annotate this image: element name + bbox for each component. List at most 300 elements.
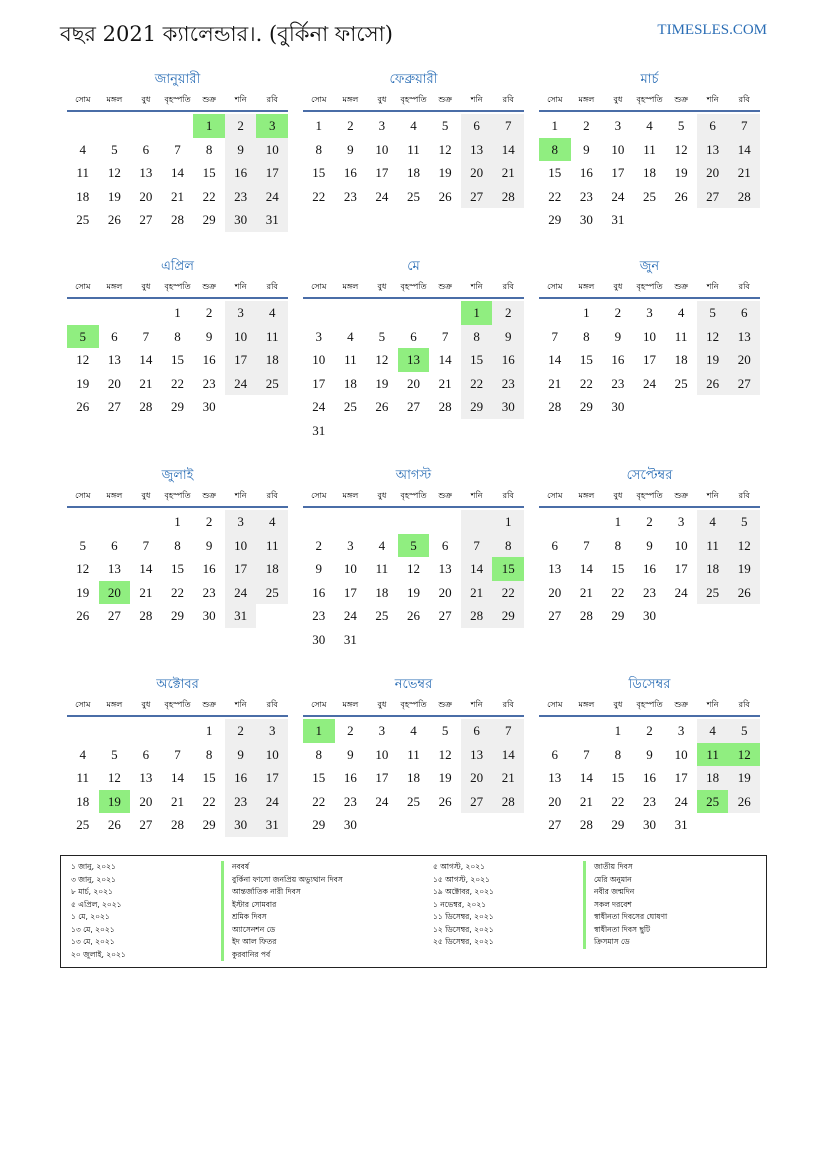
day-cell — [728, 208, 760, 232]
day-cell — [492, 628, 524, 652]
day-cell — [67, 510, 99, 534]
weekday-label: শনি — [234, 95, 247, 104]
weekday-label: বৃহস্পতি — [164, 95, 191, 104]
day-cell: 12 — [438, 141, 452, 157]
holiday-date: ১২ ডিসেম্বর, ২০২১ — [433, 924, 494, 934]
holiday-item — [433, 924, 667, 937]
day-cell: 8 — [583, 328, 590, 344]
day-cell — [303, 301, 335, 325]
day-grid — [539, 510, 760, 628]
holiday-name: নবীর জন্মদিন — [594, 887, 635, 896]
day-cell: 4 — [347, 328, 354, 344]
weekday-label: বুধ — [141, 95, 151, 104]
day-cell — [461, 628, 493, 652]
weekday-label: শনি — [706, 95, 719, 104]
day-cell — [697, 604, 729, 628]
day-cell: 14 — [139, 561, 153, 576]
weekday-label: মঙ্গল — [578, 491, 595, 500]
holiday-date: ১৩ মে, ২০২১ — [71, 937, 115, 946]
day-cell: 20 — [461, 161, 493, 185]
day-cell: 30 — [202, 399, 216, 414]
day-cell: 12 — [375, 352, 389, 367]
holiday-day-cell: 12 — [728, 743, 760, 767]
holiday-item — [71, 899, 343, 912]
holiday-day-cell: 3 — [256, 114, 288, 138]
day-grid — [539, 114, 760, 232]
weekday-label: শনি — [706, 700, 719, 709]
day-cell: 3 — [225, 301, 257, 325]
weekday-label: সোম — [547, 700, 563, 709]
holiday-legend — [60, 855, 767, 968]
day-cell: 23 — [202, 584, 216, 600]
weekday-header — [539, 277, 760, 299]
day-cell: 18 — [76, 188, 90, 204]
day-cell: 11 — [344, 352, 357, 367]
day-cell: 21 — [492, 161, 524, 185]
day-cell: 18 — [406, 165, 420, 180]
day-cell: 15 — [548, 165, 562, 180]
holiday-marker — [221, 874, 224, 887]
holiday-marker — [221, 861, 224, 874]
holiday-list-left — [71, 861, 343, 961]
weekday-label: রবি — [502, 700, 514, 709]
weekday-label: বৃহস্পতি — [164, 491, 191, 500]
day-cell: 18 — [697, 557, 729, 581]
day-cell: 28 — [461, 604, 493, 628]
day-cell: 15 — [579, 352, 593, 367]
day-grid — [539, 719, 760, 837]
day-cell: 5 — [441, 118, 449, 133]
weekday-label: রবি — [502, 491, 514, 500]
day-grid — [67, 719, 288, 837]
day-cell: 13 — [438, 561, 452, 576]
holiday-marker — [221, 949, 224, 962]
day-cell: 24 — [674, 793, 688, 809]
day-cell: 23 — [312, 608, 326, 623]
day-cell: 14 — [492, 138, 524, 162]
day-cell: 17 — [375, 165, 389, 180]
day-cell: 13 — [107, 352, 121, 367]
day-cell: 8 — [614, 537, 622, 553]
day-cell: 14 — [548, 352, 562, 367]
month-name: নভেম্বর — [394, 677, 433, 692]
day-cell: 29 — [170, 399, 184, 414]
day-cell — [429, 419, 461, 443]
weekday-label: রবি — [738, 95, 750, 104]
weekday-header — [539, 486, 760, 508]
day-cell: 10 — [674, 537, 688, 553]
weekday-header — [67, 486, 288, 508]
day-cell: 24 — [312, 399, 326, 414]
day-cell: 28 — [579, 608, 593, 623]
day-cell: 7 — [492, 719, 524, 743]
weekday-label: মঙ্গল — [578, 700, 595, 709]
day-grid — [303, 114, 524, 208]
day-grid — [303, 719, 524, 837]
day-cell — [398, 510, 430, 534]
day-cell: 28 — [438, 399, 452, 414]
holiday-item — [71, 949, 343, 962]
day-cell: 26 — [438, 793, 452, 809]
day-cell: 31 — [225, 604, 257, 628]
holiday-day-cell: 15 — [492, 557, 524, 581]
day-cell: 20 — [461, 766, 493, 790]
day-cell: 20 — [728, 348, 760, 372]
weekday-label: শনি — [470, 700, 483, 709]
day-cell: 9 — [225, 138, 257, 162]
holiday-date: ১ নভেম্বর, ২০২১ — [433, 899, 487, 909]
month-2 — [303, 70, 524, 208]
day-cell: 21 — [579, 793, 593, 809]
day-cell: 3 — [347, 537, 354, 553]
day-cell: 14 — [728, 138, 760, 162]
day-cell: 27 — [139, 817, 153, 832]
weekday-label: বৃহস্পতি — [164, 700, 191, 709]
weekday-label: মঙ্গল — [342, 700, 359, 709]
day-cell: 11 — [674, 328, 688, 344]
day-cell: 1 — [614, 514, 622, 529]
day-cell: 10 — [674, 746, 688, 762]
day-cell: 6 — [410, 328, 417, 344]
day-cell: 27 — [438, 608, 452, 623]
day-cell: 21 — [438, 375, 452, 391]
day-cell — [162, 719, 194, 743]
weekday-label: বৃহস্পতি — [636, 282, 663, 291]
weekday-label: রবি — [738, 282, 750, 291]
day-cell — [67, 719, 99, 743]
day-cell: 25 — [256, 372, 288, 396]
weekday-label: সোম — [75, 95, 91, 104]
day-cell: 2 — [225, 719, 257, 743]
day-cell: 19 — [697, 348, 729, 372]
day-cell: 19 — [438, 165, 452, 180]
day-cell: 16 — [611, 352, 625, 367]
day-cell: 22 — [548, 188, 562, 204]
day-cell: 17 — [225, 348, 257, 372]
day-cell — [99, 719, 131, 743]
day-cell: 15 — [461, 348, 493, 372]
day-cell: 22 — [202, 188, 216, 204]
holiday-date: ১৩ মে, ২০২১ — [71, 924, 115, 934]
day-cell: 12 — [674, 141, 688, 157]
holiday-day-cell: 1 — [303, 719, 335, 743]
day-cell — [303, 510, 335, 534]
day-cell: 14 — [461, 557, 493, 581]
weekday-label: বৃহস্পতি — [636, 491, 663, 500]
day-cell: 5 — [697, 301, 729, 325]
weekday-label: বৃহস্পতি — [400, 491, 427, 500]
day-cell: 19 — [674, 165, 688, 180]
day-cell: 5 — [111, 746, 118, 762]
day-cell: 30 — [492, 395, 524, 419]
day-cell — [634, 395, 666, 419]
holiday-marker — [221, 924, 224, 937]
day-cell: 23 — [343, 793, 357, 809]
holiday-date: ৫ এপ্রিল, ২০২১ — [71, 899, 122, 909]
day-cell: 21 — [139, 584, 153, 600]
weekday-label: বৃহস্পতি — [636, 95, 663, 104]
holiday-day-cell: 20 — [99, 581, 131, 605]
day-cell: 10 — [225, 534, 257, 558]
day-cell: 15 — [312, 770, 326, 785]
day-cell: 25 — [256, 581, 288, 605]
weekday-label: মঙ্গল — [578, 95, 595, 104]
day-cell: 16 — [579, 165, 593, 180]
weekday-label: শনি — [470, 282, 483, 291]
weekday-label: শনি — [470, 95, 483, 104]
weekday-label: শুক্র — [674, 491, 688, 500]
weekday-label: শনি — [470, 491, 483, 500]
day-cell: 28 — [728, 185, 760, 209]
day-cell: 7 — [142, 328, 150, 344]
day-cell: 22 — [492, 581, 524, 605]
weekday-label: রবি — [502, 95, 514, 104]
holiday-item — [433, 861, 667, 874]
day-cell: 17 — [312, 375, 326, 391]
day-cell — [429, 510, 461, 534]
day-cell: 10 — [225, 325, 257, 349]
day-cell — [366, 813, 398, 837]
day-cell: 15 — [170, 561, 184, 576]
weekday-label: বুধ — [613, 95, 623, 104]
weekday-label: মঙ্গল — [106, 282, 123, 291]
weekday-label: মঙ্গল — [106, 95, 123, 104]
day-cell: 21 — [548, 375, 562, 391]
day-cell: 28 — [139, 399, 153, 414]
weekday-label: বুধ — [377, 491, 387, 500]
day-cell: 27 — [406, 399, 420, 414]
day-cell: 18 — [642, 165, 656, 180]
day-cell: 4 — [646, 118, 653, 133]
holiday-date: ১১ ডিসেম্বর, ২০২১ — [433, 912, 494, 921]
site-link[interactable]: TIMESLES.COM — [657, 22, 767, 38]
day-cell — [539, 719, 571, 743]
weekday-header — [303, 277, 524, 299]
weekday-header — [67, 90, 288, 112]
day-cell: 8 — [205, 141, 213, 157]
weekday-label: রবি — [738, 491, 750, 500]
day-cell: 1 — [315, 118, 323, 133]
day-cell: 28 — [170, 817, 184, 832]
weekday-header — [67, 695, 288, 717]
day-cell: 7 — [142, 537, 150, 553]
day-cell: 20 — [548, 584, 562, 600]
day-cell: 6 — [551, 537, 559, 553]
day-cell: 5 — [441, 723, 449, 738]
day-cell: 3 — [225, 510, 257, 534]
month-11 — [303, 675, 524, 837]
day-cell — [571, 510, 603, 534]
month-8 — [303, 466, 524, 651]
weekday-label: রবি — [266, 282, 278, 291]
weekday-label: রবি — [738, 700, 750, 709]
day-cell: 14 — [492, 743, 524, 767]
day-cell — [697, 813, 729, 837]
holiday-item — [433, 899, 667, 912]
day-cell: 23 — [611, 375, 625, 391]
day-cell: 27 — [461, 790, 493, 814]
day-cell — [429, 628, 461, 652]
month-name: মে — [407, 259, 420, 274]
day-cell: 16 — [225, 766, 257, 790]
day-cell: 21 — [728, 161, 760, 185]
day-cell: 8 — [614, 746, 622, 762]
holiday-day-cell: 8 — [539, 138, 571, 162]
weekday-label: বুধ — [613, 700, 623, 709]
day-cell: 7 — [461, 534, 493, 558]
day-cell: 17 — [256, 766, 288, 790]
weekday-label: শুক্র — [674, 700, 688, 709]
day-cell: 18 — [674, 352, 688, 367]
weekday-label: মঙ্গল — [106, 491, 123, 500]
day-cell: 31 — [611, 212, 625, 227]
day-cell: 24 — [375, 793, 389, 809]
weekday-label: বৃহস্পতি — [400, 282, 427, 291]
day-cell: 24 — [375, 188, 389, 204]
day-cell: 27 — [548, 608, 562, 623]
day-cell — [398, 419, 430, 443]
day-cell: 31 — [256, 813, 288, 837]
weekday-label: শনি — [234, 700, 247, 709]
day-cell: 25 — [76, 212, 90, 227]
day-cell: 9 — [315, 561, 323, 576]
day-cell: 4 — [697, 510, 729, 534]
day-cell: 9 — [614, 328, 622, 344]
day-cell: 10 — [375, 746, 389, 762]
day-cell: 15 — [312, 165, 326, 180]
holiday-marker — [583, 936, 586, 949]
weekday-label: শনি — [706, 282, 719, 291]
day-cell: 5 — [728, 510, 760, 534]
holiday-name: নববর্ষ — [232, 862, 249, 871]
day-cell: 27 — [697, 185, 729, 209]
day-cell: 13 — [461, 743, 493, 767]
holiday-name: ইস্টার সোমবার — [232, 899, 277, 909]
day-cell: 18 — [375, 584, 389, 600]
day-cell: 5 — [677, 118, 685, 133]
holiday-date: ১ মে, ২০২১ — [71, 912, 110, 921]
day-cell: 9 — [205, 328, 213, 344]
day-cell: 30 — [225, 208, 257, 232]
day-cell — [366, 419, 398, 443]
day-cell: 15 — [611, 561, 625, 576]
weekday-label: বুধ — [141, 700, 151, 709]
weekday-header — [539, 695, 760, 717]
day-cell: 4 — [79, 746, 87, 762]
day-cell: 26 — [438, 188, 452, 204]
day-cell: 7 — [174, 746, 181, 762]
day-cell: 19 — [728, 557, 760, 581]
day-cell: 14 — [170, 165, 184, 180]
day-cell: 2 — [347, 723, 354, 738]
day-cell: 18 — [697, 766, 729, 790]
holiday-date: ১ জানু, ২০২১ — [71, 862, 116, 871]
day-cell: 25 — [406, 188, 420, 204]
day-cell — [130, 114, 162, 138]
day-cell: 25 — [375, 608, 389, 623]
day-cell: 9 — [347, 141, 354, 157]
day-cell: 25 — [697, 581, 729, 605]
month-1 — [67, 70, 288, 232]
day-cell: 26 — [728, 581, 760, 605]
day-cell — [335, 419, 367, 443]
weekday-label: রবি — [266, 95, 278, 104]
day-cell: 17 — [611, 165, 625, 180]
day-cell — [398, 813, 430, 837]
day-cell: 24 — [256, 790, 288, 814]
day-cell: 6 — [441, 537, 449, 553]
holiday-marker — [583, 899, 586, 912]
day-cell: 10 — [256, 743, 288, 767]
day-cell: 30 — [611, 399, 625, 414]
weekday-label: বুধ — [141, 491, 151, 500]
holiday-marker — [583, 924, 586, 937]
day-cell: 21 — [170, 793, 184, 809]
weekday-label: মঙ্গল — [342, 95, 359, 104]
month-name: ফেব্রুয়ারী — [389, 72, 438, 87]
day-cell: 6 — [461, 114, 493, 138]
day-cell: 1 — [492, 510, 524, 534]
day-cell: 30 — [312, 631, 326, 647]
day-cell: 2 — [347, 118, 354, 133]
day-cell — [99, 301, 131, 325]
day-cell: 12 — [697, 325, 729, 349]
day-cell: 21 — [170, 188, 184, 204]
day-cell: 28 — [170, 212, 184, 227]
day-cell: 23 — [225, 185, 257, 209]
holiday-marker — [221, 886, 224, 899]
day-cell: 21 — [492, 766, 524, 790]
month-name: সেপ্টেম্বর — [626, 468, 673, 483]
holiday-day-cell: 5 — [398, 534, 430, 558]
weekday-label: রবি — [266, 491, 278, 500]
day-cell: 9 — [225, 743, 257, 767]
day-cell: 28 — [579, 817, 593, 832]
weekday-label: মঙ্গল — [578, 282, 595, 291]
day-cell — [335, 301, 367, 325]
day-cell: 22 — [170, 584, 184, 600]
holiday-day-cell: 19 — [99, 790, 131, 814]
day-cell: 15 — [202, 770, 216, 785]
day-cell: 29 — [611, 608, 625, 623]
day-cell: 1 — [205, 723, 213, 738]
holiday-date: ২০ জুলাই, ২০২১ — [71, 949, 126, 959]
day-cell: 22 — [312, 188, 326, 204]
day-cell: 11 — [256, 534, 288, 558]
day-cell: 4 — [256, 510, 288, 534]
day-cell: 8 — [315, 141, 323, 157]
day-cell: 12 — [107, 770, 121, 785]
weekday-label: শনি — [234, 282, 247, 291]
holiday-day-cell: 25 — [697, 790, 729, 814]
day-cell — [335, 510, 367, 534]
day-grid — [67, 301, 288, 419]
holiday-day-cell: 1 — [461, 301, 493, 325]
holiday-item — [433, 911, 667, 924]
day-cell: 20 — [548, 793, 562, 809]
day-cell: 16 — [642, 561, 656, 576]
day-cell: 19 — [375, 375, 389, 391]
day-cell: 18 — [256, 557, 288, 581]
day-cell: 21 — [461, 581, 493, 605]
weekday-label: রবি — [502, 282, 514, 291]
day-cell: 3 — [315, 328, 323, 344]
day-cell: 22 — [202, 793, 216, 809]
day-cell: 16 — [312, 584, 326, 600]
holiday-marker — [221, 911, 224, 924]
day-cell: 25 — [406, 793, 420, 809]
day-cell: 20 — [107, 375, 121, 391]
